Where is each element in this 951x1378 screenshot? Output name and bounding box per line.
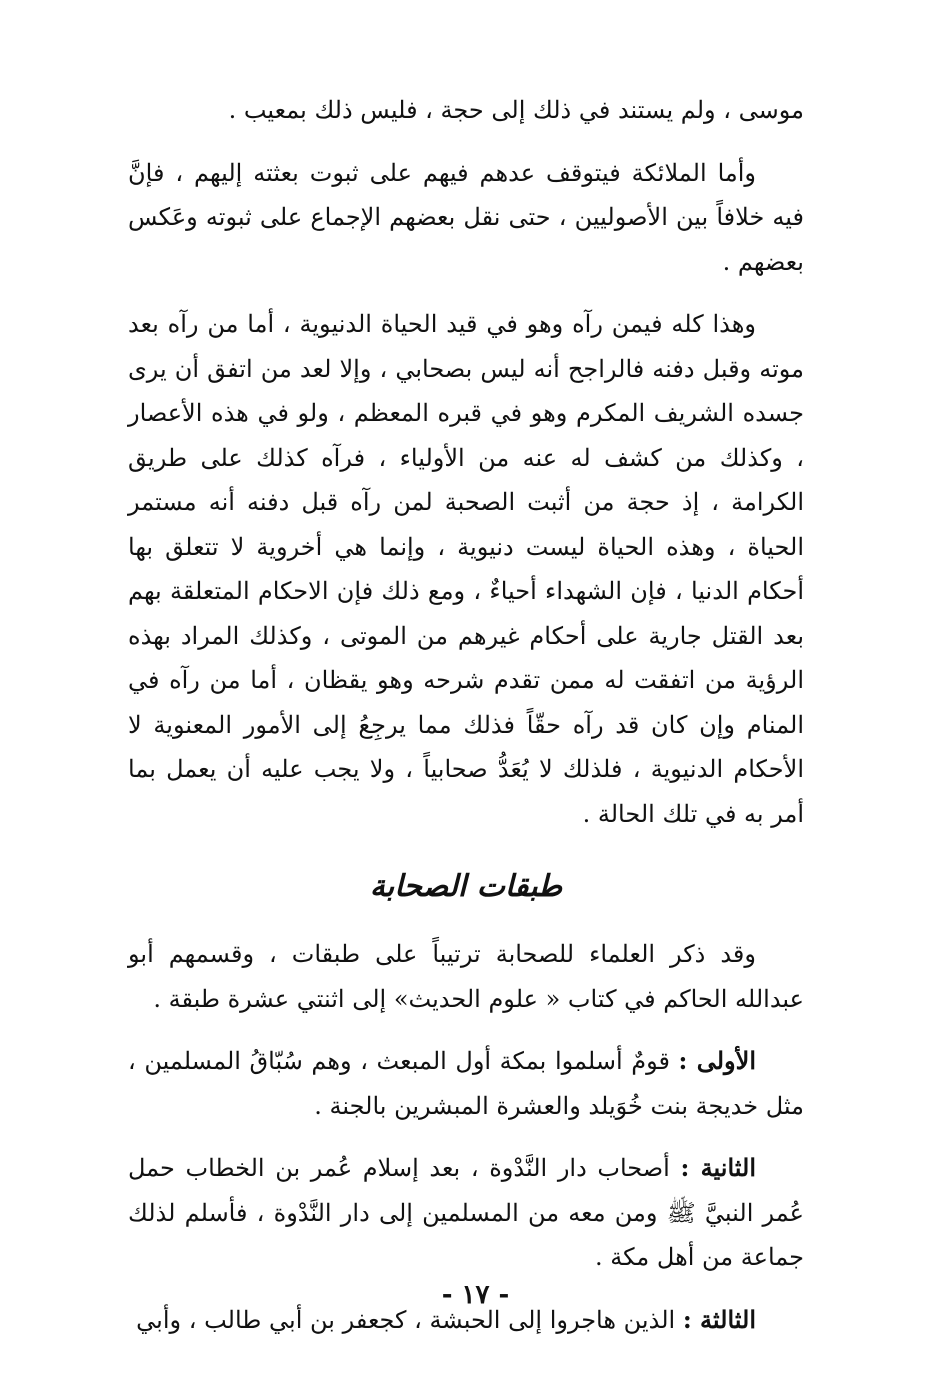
- paragraph-seeing-after-death: وهذا كله فيمن رآه وهو في قيد الحياة الدنيوية ، أما من رآه بعد موته وقبل دفنه فالراجح أنه ليس بصحابي ، وإلا لعد من اتفق أن يرى جسده الشريف المكرم وهو في قبره المعظم ، ولو في هذه الأعصار ، وكذلك من كشف له عنه من الأولياء ، فرآه كذلك على طريق الكرامة ، إذ حجة من أثبت الصحبة لمن رآه قبل دفنه أنه مستمر الحياة ، وهذه الحياة ليست دنيوية ، وإنما هي أخروية لا تتعلق بها أحكام الدنيا ، فإن الشهداء أحياءٌ ، ومع ذلك فإن الاحكام المتعلقة بهم بعد القتل جارية على أحكام غيرهم من الموتى ، وكذلك المراد بهذه الرؤية من اتفقت له ممن تقدم شرحه وهو يقظان ، أما من رآه في المنام وإن كان قد رآه حقّاً فذلك مما يرجِعُ إلى الأمور المعنوية لا الأحكام الدنيوية ، فلذلك لا يُعَدُّ صحابياً ، ولا يجب عليه أن يعمل بما أمر به في تلك الحالة .: [128, 310, 804, 828]
- page-number: - ١٧ -: [441, 1280, 510, 1310]
- section-heading: طبقات الصحابة: [369, 869, 563, 904]
- tier-first-label: الأولى :: [678, 1046, 756, 1075]
- paragraph-continuation: موسى ، ولم يستند في ذلك إلى حجة ، فليس ذلك بمعيب .: [228, 96, 804, 124]
- tier-third-text: الذين هاجروا إلى الحبشة ، كجعفر بن أبي طالب ، وأبي: [136, 1305, 676, 1334]
- tier-second: [128, 1146, 804, 1280]
- tier-third-label: الثالثة :: [682, 1304, 756, 1334]
- page-body: [128, 88, 804, 1360]
- paragraph-intro: وقد ذكر العلماء للصحابة ترتيباً على طبقات ، وقسمهم أبو عبدالله الحاكم في كتاب « علوم الحديث» إلى اثنتي عشرة طبقة .: [128, 940, 804, 1013]
- tier-first: [128, 1039, 804, 1128]
- paragraph-angels: وأما الملائكة فيتوقف عدهم فيهم على ثبوت بعثته إليهم ، فإنَّ فيه خلافاً بين الأصوليين ، حتى نقل بعضهم الإجماع على ثبوته وعَكس بعضهم .: [128, 158, 804, 276]
- tier-first-text: قومٌ أسلموا بمكة أول المبعث ، وهم سُبّاقُ المسلمين ، مثل خديجة بنت خُوَيلد والعشرة المبشرين بالجنة .: [128, 1047, 804, 1120]
- tier-second-text: أصحاب دار النَّدْوة ، بعد إسلام عُمر بن الخطاب حمل عُمر النبيَّ ﷺ ومن معه من المسلمين إلى دار النَّدْوة ، فأسلم لذلك جماعة من أهل مكة .: [128, 1154, 804, 1271]
- tier-second-label: الثانية :: [680, 1153, 756, 1182]
